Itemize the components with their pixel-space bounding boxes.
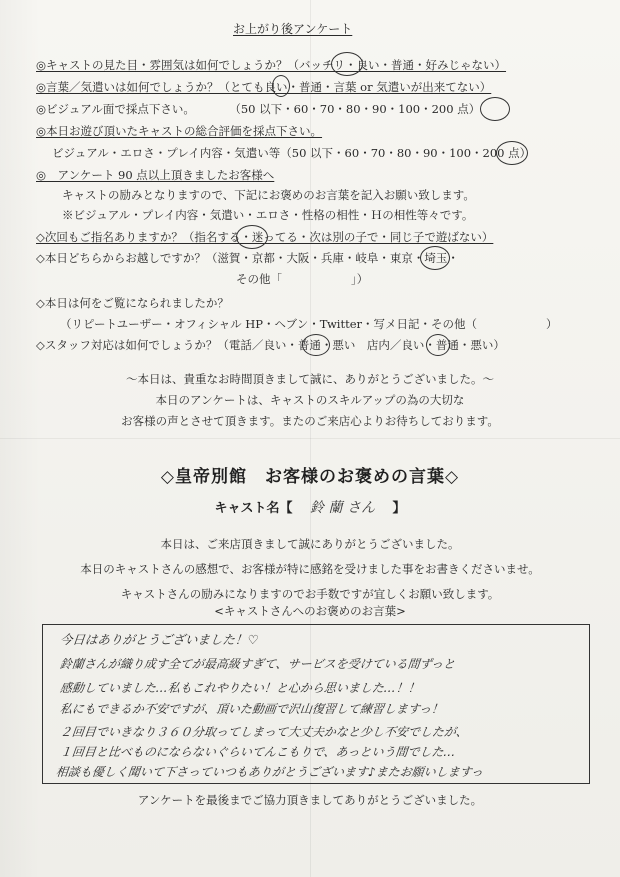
message-line-6: １回目と比べものにならないぐらいてんこもりで、あっという間でした… bbox=[59, 745, 457, 759]
answer-circle-shimei bbox=[236, 225, 268, 249]
thanks-line-1: ～本日は、貴重なお時間頂きまして誠に、ありがとうございました。～ bbox=[126, 372, 494, 386]
question-origin-other: その他「 」） bbox=[236, 272, 369, 286]
praise-intro-2: 本日のキャストさんの感想で、お客様が特に感銘を受けました事をお書きくださいませ。 bbox=[80, 562, 540, 576]
question-next-visit: ◇次回もご指名ありますか？（指名する・迷ってる・次は別の子で・同じ子で遊ばない） bbox=[36, 230, 494, 244]
praise-subheading: <キャストさんへのお褒めのお言葉> bbox=[214, 604, 406, 618]
answer-circle-tokyo bbox=[420, 246, 450, 270]
cast-name-row bbox=[0, 497, 620, 517]
message-line-1: 今日はありがとうございました！♡ bbox=[59, 632, 260, 647]
praise-intro-1: 本日は、ご来店頂きまして誠にありがとうございました。 bbox=[160, 537, 460, 551]
cast-label-close: 】 bbox=[392, 501, 406, 516]
message-line-2: 鈴蘭さんが織り成す全てが最高級すぎて、サービスを受けている間ずっと bbox=[59, 657, 456, 671]
message-line-7: 相談も優しく聞いて下さっていつもありがとうございます♪またお願いしますっ bbox=[55, 765, 484, 779]
paper-fold-horizontal bbox=[0, 438, 620, 439]
message-line-3: 感動していました…私もこれやりたい！と心から思いました…！！ bbox=[59, 681, 421, 695]
praise-intro-3: キャストさんの励みになりますのでお手数ですが宜しくお願い致します。 bbox=[120, 587, 500, 601]
praise-footer: アンケートを最後までご協力頂きましてありがとうございました。 bbox=[137, 793, 483, 807]
message-line-5: ２回目でいきなり３６０分取ってしまって大丈夫かなと少し不安でしたが、 bbox=[59, 725, 469, 739]
answer-circle-total-200 bbox=[496, 141, 528, 165]
question-staff: ◇スタッフ対応は如何でしょうか？（電話／良い・普通・悪い 店内／良い・普通・悪い） bbox=[36, 338, 505, 352]
question-total-score-detail: ビジュアル・エロさ・プレイ内容・気遣い等（50 以下・60・70・80・90・100・200 点） bbox=[52, 146, 532, 160]
question-source: ◇本日は何をご覧になられましたか？ bbox=[36, 296, 229, 310]
question-appearance: ◎キャストの見た目・雰囲気は如何でしょうか？（バッチリ・良い・普通・好みじゃない） bbox=[36, 58, 507, 72]
answer-circle-batchiri bbox=[331, 52, 363, 76]
question-source-options: （リピートユーザー・オフィシャル HP・ヘブン・Twitter・写メ日記・その他（ ） bbox=[60, 317, 558, 331]
survey-title: お上がり後アンケート bbox=[233, 22, 353, 36]
question-origin: ◇本日どちらからお越しですか？（滋賀・京都・大阪・兵庫・岐阜・東京・埼玉・ bbox=[36, 251, 459, 265]
thanks-line-2: 本日のアンケートは、キャストのスキルアップの為の大切な bbox=[155, 393, 465, 407]
question-high-score-note: ◎ アンケート 90 点以上頂きましたお客様へ bbox=[36, 168, 275, 182]
cast-name-value: 鈴 蘭 さん bbox=[310, 500, 375, 516]
high-score-examples: ※ビジュアル・プレイ内容・気遣い・エロさ・性格の相性・Ｈの相性等々です。 bbox=[62, 208, 474, 222]
question-manners: ◎言葉／気遣いは如何でしょうか？（とても良い・普通・言葉 or 気遣いが出来てない） bbox=[36, 80, 492, 94]
answer-circle-visual-200 bbox=[480, 97, 510, 121]
cast-label-open: キャスト名【 bbox=[214, 501, 293, 516]
question-total-score: ◎本日お遊び頂いたキャストの総合評価を採点下さい。 bbox=[36, 124, 323, 138]
thanks-line-3: お客様の声とさせて頂きます。またのご来店心よりお待ちしております。 bbox=[121, 414, 499, 428]
question-visual-score: ◎ビジュアル面で採点下さい。 （50 以下・60・70・80・90・100・200 点） bbox=[36, 102, 481, 116]
message-line-4: 私にもできるか不安ですが、頂いた動画で沢山復習して練習しますっ！ bbox=[59, 702, 444, 716]
praise-title: ◇皇帝別館 お客様のお褒めの言葉◇ bbox=[160, 467, 460, 487]
answer-circle-store-good bbox=[426, 334, 450, 356]
high-score-instruction: キャストの励みとなりますので、下記にお褒めのお言葉を記入お願い致します。 bbox=[62, 188, 475, 202]
answer-circle-phone-normal bbox=[302, 334, 330, 356]
answer-circle-totemo bbox=[272, 75, 290, 97]
